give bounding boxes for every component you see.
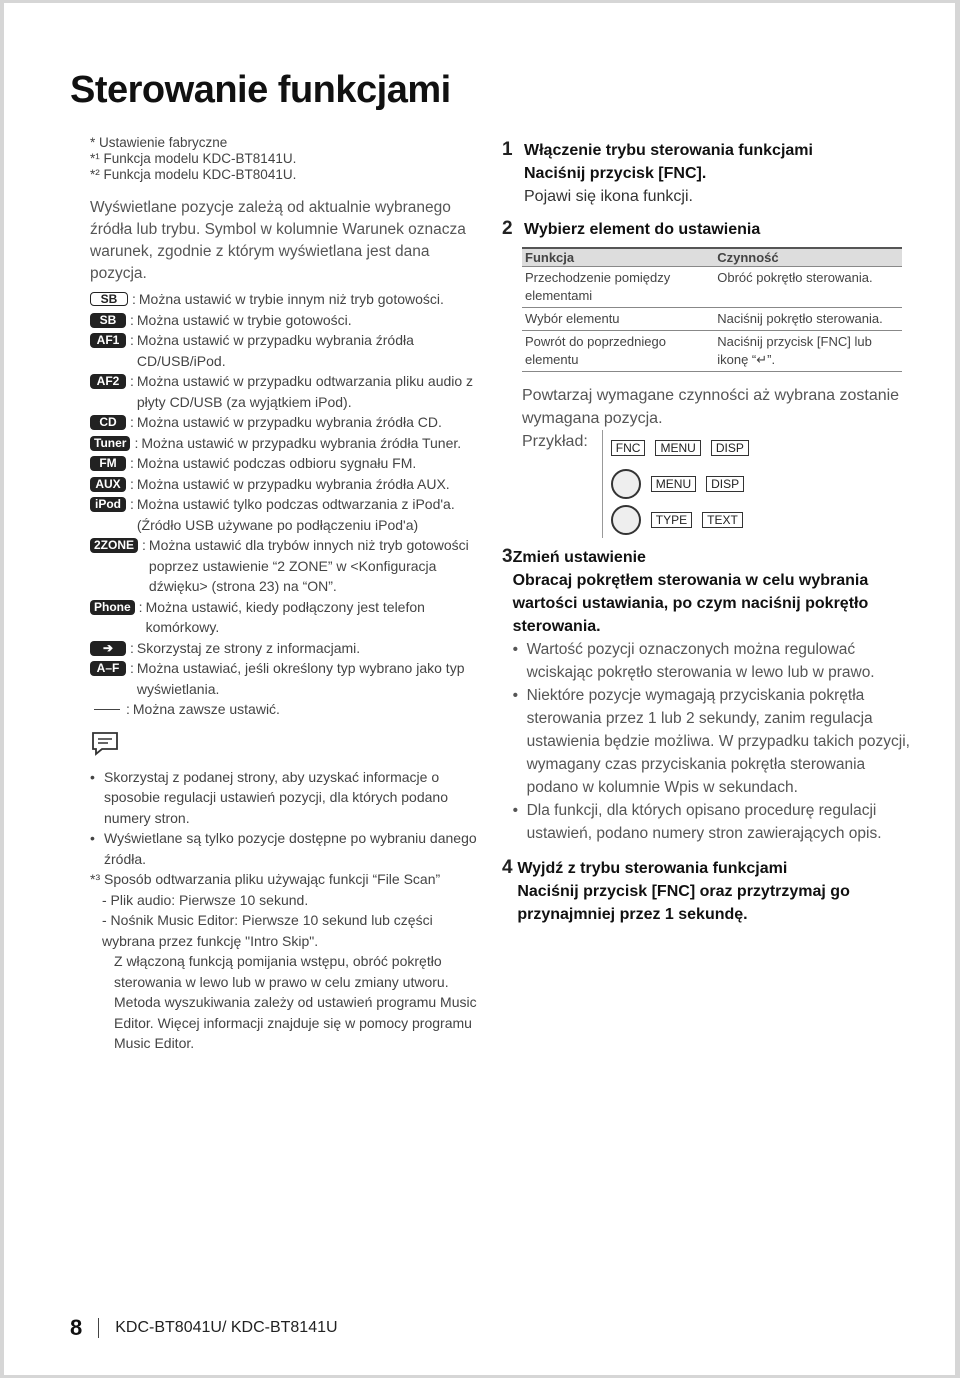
legend-text: Skorzystaj ze strony z informacjami. <box>136 639 361 656</box>
condition-badge: CD <box>90 415 126 430</box>
footer-divider <box>98 1318 99 1338</box>
manual-page <box>4 3 955 1375</box>
menu-item: MENU <box>655 440 700 456</box>
legend-item: AF1 : Można ustawić w przypadku wybrania źródła CD/USB/iPod. <box>90 330 485 371</box>
condition-badge: AUX <box>90 477 126 492</box>
right-column <box>502 139 912 926</box>
legend-text: Można ustawić w przypadku wybrania źródła CD/USB/iPod. <box>136 332 414 369</box>
legend-item: AUX : Można ustawić w przypadku wybrania źródła AUX. <box>90 474 485 495</box>
legend-item: CD : Można ustawić w przypadku wybrania źródła CD. <box>90 412 485 433</box>
legend-list <box>90 289 485 720</box>
example-block: Przykład: FNC MENU DISP MENU DISP TYPE TEXT <box>522 430 912 538</box>
example-row-2: MENU DISP <box>611 466 749 502</box>
step-3: 3 Zmień ustawienie Obracaj pokrętłem sterowania w celu wybrania wartości ustawiania, po czym naciśnij pokrętło sterowania. • Wartość pozycji oznaczonych można regulować wciskając pokrętło sterowania w lewo lub w prawo. • Niektóre pozycje wymagają przyciskania pokrętła sterowania przez 1 lub 2 sekundy, zanim regulacja ustawienia będzie możliwa. W przypadku takich pozycji, wymagany czas przyciskania pokrętła sterowania podano w kolumnie Wpis w sekundach. • Dla funkcji, dla których opisano procedurę regulacji ustawień, podano numery stron zawierających opis. <box>502 546 912 845</box>
legend-item: SB : Można ustawić w trybie innym niż tryb gotowości. <box>90 289 485 310</box>
fnc-button: FNC <box>611 440 646 456</box>
step-3-bullet: • Wartość pozycji oznaczonych można regulować wciskając pokrętło sterowania w lewo lub w prawo. <box>512 641 875 681</box>
legend-item: : Można zawsze ustawić. <box>90 699 485 720</box>
footnote-model-2: *² Funkcja modelu KDC-BT8041U. <box>90 167 297 182</box>
page-number: 8 <box>70 1315 83 1340</box>
legend-text: Można ustawić podczas odbioru sygnału FM. <box>136 455 417 471</box>
function-table: Funkcja Czynność Przechodzenie pomiędzy elementami Obróć pokrętło sterowania. Wybór elementu Naciśnij pokrętło sterowania. Powrót do poprzedniego elementu Naciśnij przycisk [FNC] lub ikonę “↵”. <box>522 247 902 372</box>
note-3-extra: Z włączoną funkcją pomijania wstępu, obróć pokrętło sterowania w lewo lub w prawo w celu zmiany utworu. Metoda wyszukiwania zależy od ustawień programu Music Editor. Więcej informacji znajduje się w pomocy programu Music Editor. <box>114 953 477 1051</box>
table-row: Przechodzenie pomiędzy elementami Obróć pokrętło sterowania. <box>522 267 902 308</box>
condition-badge: FM <box>90 456 126 471</box>
legend-text: Można ustawić w przypadku wybrania źródła Tuner. <box>141 434 462 451</box>
bullet-item: • Skorzystaj z podanej strony, aby uzyskać informacje o sposobie regulacji ustawień pozycji, dla których podano numery stron. <box>90 768 448 826</box>
legend-item: A–F : Można ustawiać, jeśli określony typ wybrano jako typ wyświetlania. <box>90 658 485 699</box>
condition-badge: ➔ <box>90 641 126 656</box>
knob-press-icon <box>611 505 641 535</box>
condition-badge: AF1 <box>90 333 126 348</box>
intro-paragraph: Wyświetlane pozycje zależą od aktualnie wybranego źródła lub trybu. Symbol w kolumnie Warunek oznacza warunek, zgodnie z którym wyświetlana jest dana pozycja. <box>90 199 466 282</box>
disp-item: DISP <box>711 440 749 456</box>
condition-badge: SB <box>90 292 128 306</box>
table-row: Wybór elementu Naciśnij pokrętło sterowania. <box>522 308 902 331</box>
note-3-item: - Plik audio: Pierwsze 10 sekund. <box>102 891 309 908</box>
legend-text: Można ustawiać, jeśli określony typ wybrano jako typ wyświetlania. <box>136 660 465 697</box>
footnote-model-1: *¹ Funkcja modelu KDC-BT8141U. <box>90 151 297 166</box>
footnotes <box>90 135 485 183</box>
step-3-bullet: • Niektóre pozycje wymagają przyciskania pokrętła sterowania przez 1 lub 2 sekundy, zanim regulacja ustawienia będzie możliwa. W przypadku takich pozycji, wymagany czas przyciskania pokrętła sterowania podano w kolumnie Wpis w sekundach. <box>512 687 910 796</box>
bullet-item: • Wyświetlane są tylko pozycje dostępne po wybraniu danego źródła. <box>90 830 477 867</box>
legend-item: FM : Można ustawić podczas odbioru sygnału FM. <box>90 453 485 474</box>
repeat-text: Powtarzaj wymagane czynności aż wybrana zostanie wymagana pozycja. <box>522 387 900 427</box>
page-title: Sterowanie funkcjami <box>70 69 451 111</box>
page-footer <box>70 1315 338 1341</box>
legend-item: SB : Można ustawić w trybie gotowości. <box>90 310 485 331</box>
legend-text: Można ustawić dla trybów innych niż tryb gotowości poprzez ustawienie “2 ZONE” w <Konfiguracja dźwięku> (strona 23) na “ON”. <box>148 537 469 594</box>
legend-text: Można ustawić w trybie gotowości. <box>136 311 352 328</box>
example-row-3: TYPE TEXT <box>611 502 749 538</box>
legend-text: Można ustawić w przypadku wybrania źródła AUX. <box>136 475 450 492</box>
note-3-head: *³ Sposób odtwarzania pliku używając funkcji “File Scan” <box>90 871 441 887</box>
legend-item: ➔ : Skorzystaj ze strony z informacjami. <box>90 638 485 659</box>
legend-text: Można ustawić, kiedy podłączony jest telefon komórkowy. <box>145 598 425 635</box>
legend-text: Można zawsze ustawić. <box>132 701 280 717</box>
legend-text: Można ustawić w przypadku wybrania źródła CD. <box>136 414 442 430</box>
example-row-1 <box>611 430 749 466</box>
step-3-bullet: • Dla funkcji, dla których opisano procedurę regulacji ustawień, podano numery stron zawierających opis. <box>512 802 882 842</box>
condition-badge: 2ZONE <box>90 538 138 553</box>
legend-item: Tuner : Można ustawić w przypadku wybrania źródła Tuner. <box>90 433 485 454</box>
info-icon <box>90 730 485 761</box>
legend-item: AF2 : Można ustawić w przypadku odtwarzania pliku audio z płyty CD/USB (za wyjątkiem iPod). <box>90 371 485 412</box>
table-row: Powrót do poprzedniego elementu Naciśnij przycisk [FNC] lub ikonę “↵”. <box>522 331 902 372</box>
note-3-item: - Nośnik Music Editor: Pierwsze 10 sekund lub części wybrana przez funkcję "Intro Skip". <box>102 912 433 949</box>
dash-symbol <box>94 709 120 710</box>
condition-badge: SB <box>90 313 126 328</box>
legend-item: iPod : Można ustawić tylko podczas odtwarzania z iPod'a. (Źródło USB używane po podłączeniu iPod'a) <box>90 494 485 535</box>
legend-text: Można ustawić tylko podczas odtwarzania z iPod'a. (Źródło USB używane po podłączeniu iPod'a) <box>136 496 455 533</box>
legend-text: Można ustawić w trybie innym niż tryb gotowości. <box>138 291 444 307</box>
control-knob-icon <box>611 469 641 499</box>
model-name: KDC-BT8041U/ KDC-BT8141U <box>115 1319 338 1336</box>
left-column <box>90 135 485 1054</box>
legend-text: Można ustawić w przypadku odtwarzania pliku audio z płyty CD/USB (za wyjątkiem iPod). <box>136 373 474 410</box>
legend-item: 2ZONE : Można ustawić dla trybów innych niż tryb gotowości poprzez ustawienie “2 ZONE” w <Konfiguracja dźwięku> (strona 23) na “ON”. <box>90 535 485 597</box>
condition-badge: Tuner <box>90 436 130 451</box>
step-4: 4 Wyjdź z trybu sterowania funkcjami Naciśnij przycisk [FNC] oraz przytrzymaj go przynajmniej przez 1 sekundę. <box>502 857 850 923</box>
step-1: 1 Włączenie trybu sterowania funkcjami Naciśnij przycisk [FNC]. Pojawi się ikona funkcji. <box>502 139 813 205</box>
legend-item: Phone : Można ustawić, kiedy podłączony jest telefon komórkowy. <box>90 597 485 638</box>
condition-badge: A–F <box>90 661 126 676</box>
footnote-factory: * Ustawienie fabryczne <box>90 135 228 150</box>
condition-badge: AF2 <box>90 374 126 389</box>
condition-badge: Phone <box>90 600 135 615</box>
step-2: 2 Wybierz element do ustawienia <box>502 218 761 239</box>
condition-badge: iPod <box>90 497 126 512</box>
